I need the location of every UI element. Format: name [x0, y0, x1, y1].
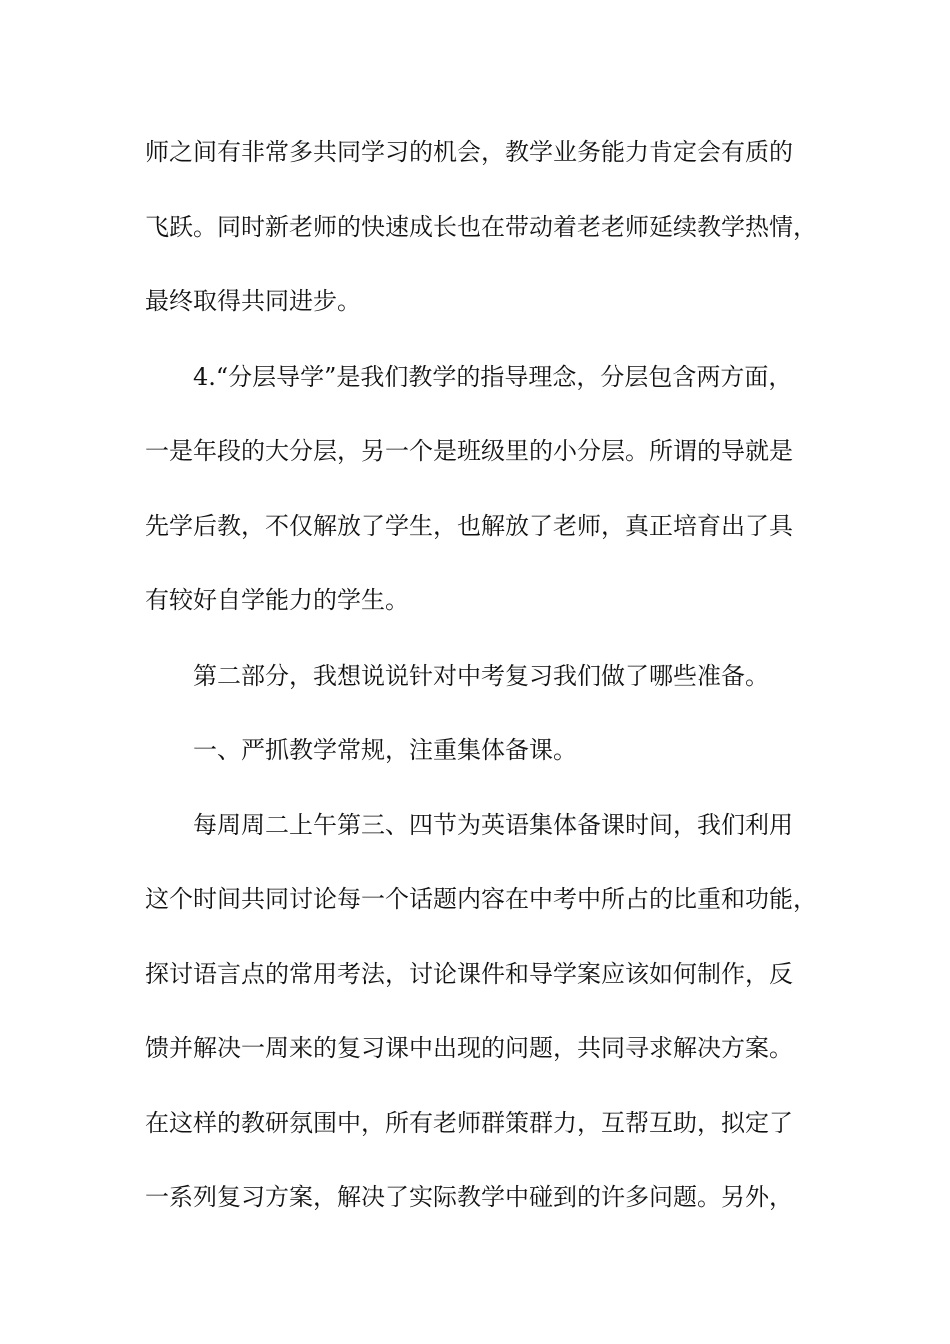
body-text-line: 馈并解决一周来的复习课中出现的问题，共同寻求解决方案。 [145, 1034, 793, 1062]
paragraph-start-line: 每周周二上午第三、四节为英语集体备课时间，我们利用 [193, 811, 793, 839]
body-text-line: 飞跃。同时新老师的快速成长也在带动着老老师延续教学热情， [145, 213, 817, 241]
body-text-line: 这个时间共同讨论每一个话题内容在中考中所占的比重和功能， [145, 885, 817, 913]
subsection-heading: 一、严抓教学常规，注重集体备课。 [193, 736, 577, 764]
body-text-line: 师之间有非常多共同学习的机会，教学业务能力肯定会有质的 [145, 138, 793, 166]
section-heading: 第二部分，我想说说针对中考复习我们做了哪些准备。 [193, 662, 769, 690]
body-text-line: 一系列复习方案，解决了实际教学中碰到的许多问题。另外， [145, 1183, 793, 1211]
body-text-line: 一是年段的大分层，另一个是班级里的小分层。所谓的导就是 [145, 437, 793, 465]
paragraph-start-line: 4.“分层导学”是我们教学的指导理念，分层包含两方面， [193, 363, 793, 391]
body-text-line: 先学后教，不仅解放了学生，也解放了老师，真正培育出了具 [145, 512, 793, 540]
body-text-line: 在这样的教研氛围中，所有老师群策群力，互帮互助，拟定了 [145, 1109, 793, 1137]
body-text-line: 探讨语言点的常用考法，讨论课件和导学案应该如何制作，反 [145, 960, 793, 988]
body-text-line: 最终取得共同进步。 [145, 287, 361, 315]
body-text-line: 有较好自学能力的学生。 [145, 586, 409, 614]
